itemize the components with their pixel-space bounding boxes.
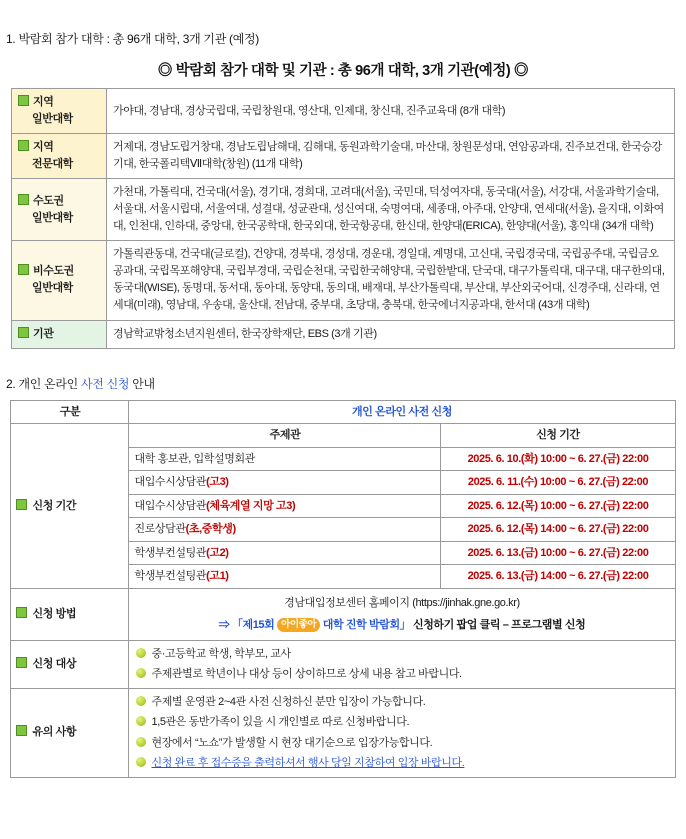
list-item [134, 692, 669, 713]
bullet-icon [136, 648, 146, 658]
topic-note: (고2) [206, 546, 229, 559]
row-body: 경남학교밖청소년지원센터, 한국장학재단, EBS (3개 기관) [107, 320, 675, 348]
section2-heading [6, 375, 686, 392]
table-subheader-row [11, 424, 675, 448]
green-square-icon [16, 725, 27, 736]
row-label-notice [11, 688, 129, 777]
section2-heading-highlight: 사전 신청 [80, 376, 130, 391]
green-square-icon [18, 95, 29, 106]
topic-cell [129, 471, 441, 495]
topic-cell [129, 518, 441, 542]
row-label-line1: 수도권 [33, 194, 64, 207]
list-item [134, 712, 669, 733]
row-body: 가톨릭관동대, 건국대(글로컬), 건양대, 경북대, 경성대, 경운대, 경일대, 계명대, 고신대, 국립경국대, 국립공주대, 국립금오공과대, 국립목포해양대, 국립부경대, 국립순천대, 국립한국해양대, 국립한밭대, 단국대, 대구가톨릭대, 대구대, 대구한의대, 동국대(WISE), 동명대, 동서대, 동아대, 동양대, 동의대, 배재대, 부산가톨릭대, 부산대, 부산외국어대, 신경주대, 신라대, 연세대(미래), 영남대, 우송대, 울산대, 전남대, 중부대, 초당대, 충북대, 한국에너지공과대, 한서대 (43개 대학) [107, 241, 675, 320]
row-label-line2: 일반대학 [32, 211, 73, 224]
row-body: 거제대, 경남도립거창대, 경남도립남해대, 김해대, 동원과학기술대, 마산대, 창원문성대, 연암공과대, 진주보건대, 한국승강기대, 한국폴리텍Ⅶ대학(창원) (11개 대학) [107, 134, 675, 179]
page-title: 박람회 참가 대학 및 기관 : 총 96개 대학, 3개 기관(예정) [175, 63, 511, 79]
list-item-text: 중·고등학교 학생, 학부모, 교사 [151, 647, 291, 660]
green-square-icon [18, 327, 29, 338]
row-label-text: 신청 기간 [32, 499, 77, 512]
row-label-application-period [11, 424, 129, 589]
bullet-icon [136, 716, 146, 726]
row-label-application-method [11, 588, 129, 640]
table-row [12, 320, 675, 348]
topic-name: 학생부컨설팅관 [134, 546, 207, 559]
row-body: 가천대, 가톨릭대, 건국대(서울), 경기대, 경희대, 고려대(서울), 국민대, 덕성여자대, 동국대(서울), 서강대, 서울과학기술대, 서울대, 서울시립대, 서울여대, 성결대, 성균관대, 성신여대, 숙명여대, 세종대, 아주대, 안양대, 연세대(서울), 을지대, 이화여대, 인천대, 인하대, 중앙대, 한국공학대, 한국외대, 한국항공대, 한신대, 한양대(ERICA), 한양대(서울), 홍익대 (34개 대학) [107, 179, 675, 241]
method-steps-line [134, 614, 669, 637]
topic-note: (고3) [206, 476, 229, 489]
notice-cell [129, 688, 675, 777]
row-label-noncapital-university [12, 241, 107, 320]
subcolumn-header-topic: 주제관 [129, 424, 441, 448]
row-label-line1: 지역 [33, 141, 54, 154]
row-label-line2: 전문대학 [32, 158, 73, 171]
column-header-online-application: 개인 온라인 사전 신청 [129, 400, 675, 424]
method-part2: 대학 진학 박람회」 [320, 619, 411, 632]
list-item-text: 주제별 운영관 2~4관 사전 신청하신 분만 입장이 가능합니다. [151, 695, 426, 708]
topic-cell [129, 447, 441, 471]
table-row [12, 89, 675, 134]
topic-note: (고1) [206, 570, 229, 583]
row-label-application-target [11, 640, 129, 688]
table-row [12, 241, 675, 320]
row-label-institutions [12, 320, 107, 348]
section2-heading-pre: 2. 개인 온라인 [6, 376, 81, 391]
row-label-line2: 일반대학 [32, 113, 73, 126]
table-row [11, 588, 675, 640]
period-cell: 2025. 6. 12.(목) 14:00 ~ 6. 27.(금) 22:00 [441, 518, 675, 542]
target-cell [129, 640, 675, 688]
green-square-icon [16, 499, 27, 510]
period-cell: 2025. 6. 11.(수) 10:00 ~ 6. 27.(금) 22:00 [441, 471, 675, 495]
green-square-icon [16, 657, 27, 668]
topic-name: 대입수시상담관 [134, 476, 207, 489]
row-label-line1: 지역 [33, 96, 54, 108]
topic-cell [129, 494, 441, 518]
green-square-icon [18, 264, 29, 275]
period-cell: 2025. 6. 13.(금) 10:00 ~ 6. 27.(금) 22:00 [441, 541, 675, 565]
section1-heading: 1. 박람회 참가 대학 : 총 96개 대학, 3개 기관 (예정) [6, 32, 260, 46]
arrow-icon: ⇒ [218, 619, 230, 632]
list-item [134, 753, 669, 774]
row-body: 가야대, 경남대, 경상국립대, 국립창원대, 영산대, 인제대, 창신대, 진주교육대 (8개 대학) [107, 89, 675, 134]
topic-cell [129, 565, 441, 589]
online-application-table [10, 400, 675, 778]
table-row [11, 688, 675, 777]
topic-name: 학생부컨설팅관 [134, 570, 207, 583]
title-left-mark: ◎ [157, 63, 172, 79]
method-homepage-line: 경남대입정보센터 홈페이지 (https://jinhak.gne.go.kr) [284, 596, 520, 609]
list-item-text: 현장에서 “노쇼”가 발생할 시 현장 대기순으로 입장가능합니다. [151, 736, 433, 749]
period-cell: 2025. 6. 13.(금) 14:00 ~ 6. 27.(금) 22:00 [441, 565, 675, 589]
list-item [134, 733, 669, 754]
list-item-text: 신청 완료 후 접수증을 출력하셔서 행사 당일 지참하여 입장 바랍니다. [151, 757, 465, 770]
list-item [134, 664, 669, 685]
topic-cell [129, 541, 441, 565]
row-label-line2: 일반대학 [32, 282, 73, 295]
participating-universities-table [11, 88, 675, 349]
method-part3: 신청하기 팝업 클릭 – 프로그램별 신청 [410, 619, 586, 632]
table-row [12, 134, 675, 179]
green-square-icon [18, 140, 29, 151]
topic-name: 대학 홍보관, 입학설명회관 [134, 452, 255, 465]
row-label-line1: 비수도권 [33, 265, 74, 278]
bullet-icon [136, 737, 146, 747]
bullet-icon [136, 757, 146, 767]
topic-name: 진로상담관 [134, 523, 186, 536]
period-cell: 2025. 6. 12.(목) 10:00 ~ 6. 27.(금) 22:00 [441, 494, 675, 518]
subcolumn-header-period: 신청 기간 [441, 424, 675, 448]
column-header-category: 구분 [11, 400, 129, 424]
row-label-region-university [12, 89, 107, 134]
row-label-region-college [12, 134, 107, 179]
title-right-mark: ◎ [514, 63, 529, 79]
green-square-icon [18, 194, 29, 205]
row-label-capital-university [12, 179, 107, 241]
period-cell: 2025. 6. 10.(화) 10:00 ~ 6. 27.(금) 22:00 [441, 447, 675, 471]
table-row [12, 179, 675, 241]
topic-note: (초,중학생) [185, 523, 236, 536]
method-part1: 「제15회 [231, 619, 278, 632]
topic-name: 대입수시상담관 [134, 499, 207, 512]
row-label-line1: 기관 [33, 327, 54, 340]
bullet-icon [136, 668, 146, 678]
topic-note: (체육계열 지망 고3) [206, 499, 296, 512]
document-page [0, 30, 686, 839]
section1-title-line [0, 59, 686, 80]
list-item [134, 644, 669, 665]
table-row [11, 640, 675, 688]
iejoa-badge: 아이좋아 [277, 618, 320, 632]
green-square-icon [16, 607, 27, 618]
list-item-text: 1,5관은 동반가족이 있을 시 개인별로 따로 신청바랍니다. [151, 716, 410, 729]
bullet-icon [136, 696, 146, 706]
method-cell [129, 588, 675, 640]
row-label-text: 신청 대상 [32, 657, 77, 670]
row-label-text: 유의 사항 [32, 726, 77, 739]
row-label-text: 신청 방법 [32, 607, 77, 620]
section2-heading-post: 안내 [129, 376, 155, 391]
list-item-text: 주제관별로 학년이나 대상 등이 상이하므로 상세 내용 참고 바랍니다. [151, 668, 462, 681]
table-header-row [11, 400, 675, 424]
